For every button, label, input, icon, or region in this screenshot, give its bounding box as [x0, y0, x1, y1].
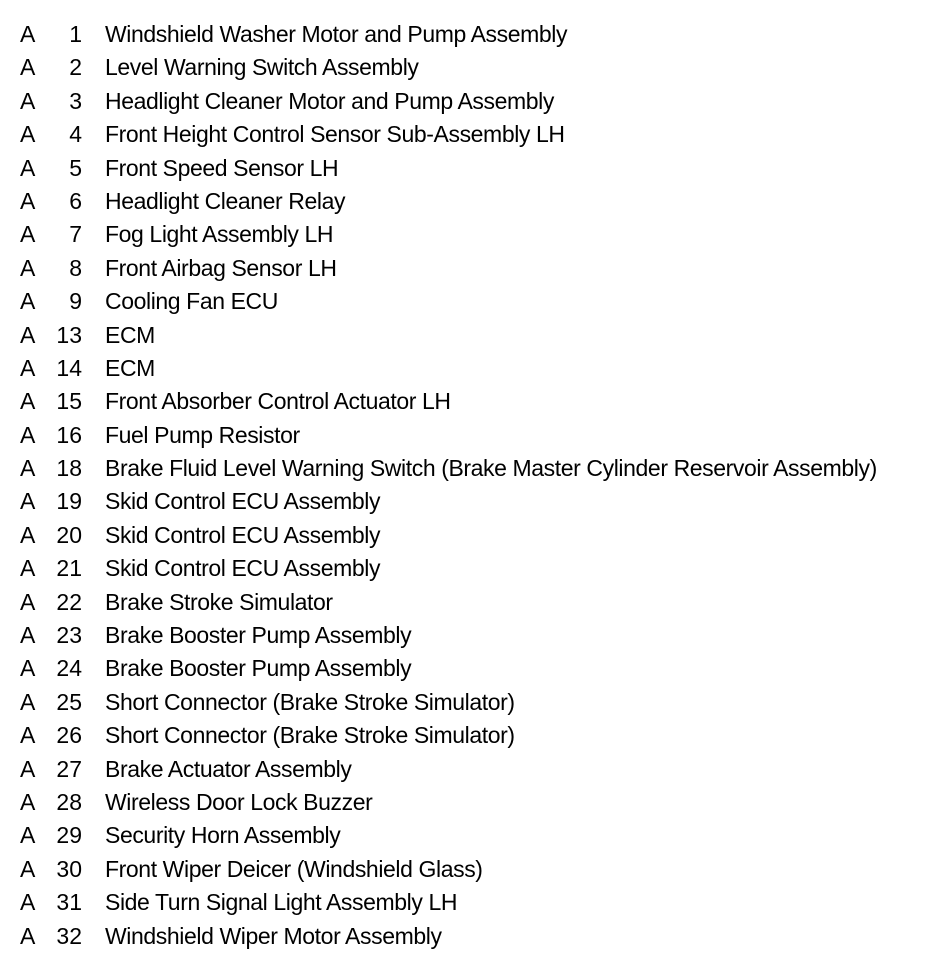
- item-number: 21: [56, 555, 82, 582]
- item-name: Short Connector (Brake Stroke Simulator): [105, 688, 515, 715]
- item-prefix: A: [20, 555, 36, 582]
- item-name: Skid Control ECU Assembly: [105, 555, 381, 582]
- item-number: 30: [56, 855, 82, 882]
- item-name: Side Turn Signal Light Assembly LH: [105, 889, 458, 916]
- item-number: 1: [69, 21, 82, 47]
- item-name: Headlight Cleaner Relay: [105, 187, 346, 214]
- item-prefix: A: [20, 121, 36, 148]
- item-number: 27: [56, 755, 82, 782]
- list-item: [0, 819, 928, 852]
- item-number: 8: [69, 254, 82, 281]
- list-item: [0, 118, 928, 151]
- list-item: [0, 252, 928, 285]
- list-item: [0, 619, 928, 652]
- list-item: [0, 185, 928, 218]
- item-name: ECM: [105, 321, 155, 348]
- item-number: 32: [56, 922, 82, 949]
- list-item: [0, 452, 928, 485]
- item-prefix: A: [20, 488, 36, 515]
- item-name: Windshield Washer Motor and Pump Assembly: [105, 21, 568, 47]
- item-prefix: A: [20, 755, 36, 782]
- item-number: 6: [69, 187, 82, 214]
- list-item: [0, 485, 928, 518]
- item-prefix: A: [20, 688, 36, 715]
- list-item: [0, 385, 928, 418]
- item-number: 14: [56, 354, 82, 381]
- list-item: [0, 853, 928, 886]
- item-name: Front Speed Sensor LH: [105, 154, 339, 181]
- list-item: [0, 552, 928, 585]
- list-item: [0, 352, 928, 385]
- item-prefix: A: [20, 855, 36, 882]
- item-prefix: A: [20, 54, 36, 81]
- item-number: 16: [56, 421, 82, 448]
- list-item: [0, 786, 928, 819]
- list-item: [0, 753, 928, 786]
- item-name: Brake Booster Pump Assembly: [105, 622, 412, 649]
- item-name: Cooling Fan ECU: [105, 288, 278, 315]
- item-name: Windshield Wiper Motor Assembly: [105, 922, 442, 949]
- list-item: [0, 51, 928, 84]
- item-number: 13: [56, 321, 82, 348]
- item-name: Fog Light Assembly LH: [105, 221, 334, 248]
- item-number: 28: [56, 788, 82, 815]
- item-prefix: A: [20, 321, 36, 348]
- connector-list: [0, 18, 928, 953]
- item-number: 29: [56, 822, 82, 849]
- item-number: 2: [69, 54, 82, 81]
- item-name: Front Wiper Deicer (Windshield Glass): [105, 855, 483, 882]
- item-prefix: A: [20, 889, 36, 916]
- list-item: [0, 586, 928, 619]
- list-item: [0, 886, 928, 919]
- item-name: Brake Actuator Assembly: [105, 755, 352, 782]
- list-item: [0, 419, 928, 452]
- item-number: 24: [56, 655, 82, 682]
- item-prefix: A: [20, 922, 36, 949]
- list-item: [0, 319, 928, 352]
- item-prefix: A: [20, 588, 36, 615]
- list-item: [0, 920, 928, 953]
- item-name: Wireless Door Lock Buzzer: [105, 788, 373, 815]
- item-prefix: A: [20, 354, 36, 381]
- item-name: Fuel Pump Resistor: [105, 421, 300, 448]
- item-prefix: A: [20, 788, 36, 815]
- list-item: [0, 686, 928, 719]
- item-name: Short Connector (Brake Stroke Simulator): [105, 722, 515, 749]
- item-prefix: A: [20, 21, 36, 47]
- item-prefix: A: [20, 822, 36, 849]
- list-item: [0, 152, 928, 185]
- item-prefix: A: [20, 187, 36, 214]
- list-item: [0, 218, 928, 251]
- list-item: [0, 719, 928, 752]
- item-name: Brake Booster Pump Assembly: [105, 655, 412, 682]
- item-prefix: A: [20, 388, 36, 415]
- item-prefix: A: [20, 288, 36, 315]
- item-number: 9: [69, 288, 82, 315]
- item-name: Level Warning Switch Assembly: [105, 54, 419, 81]
- list-item: [0, 18, 928, 51]
- item-prefix: A: [20, 87, 36, 114]
- item-prefix: A: [20, 221, 36, 248]
- item-number: 4: [69, 121, 82, 148]
- list-item: [0, 85, 928, 118]
- item-name: Front Absorber Control Actuator LH: [105, 388, 451, 415]
- item-number: 25: [56, 688, 82, 715]
- item-number: 20: [56, 521, 82, 548]
- item-prefix: A: [20, 722, 36, 749]
- list-item: [0, 652, 928, 685]
- item-prefix: A: [20, 455, 36, 482]
- item-prefix: A: [20, 521, 36, 548]
- item-prefix: A: [20, 154, 36, 181]
- item-number: 18: [56, 455, 82, 482]
- item-prefix: A: [20, 622, 36, 649]
- item-name: Security Horn Assembly: [105, 822, 341, 849]
- item-name: Brake Fluid Level Warning Switch (Brake Master Cylinder Reservoir Assembly): [105, 455, 877, 482]
- item-name: Front Height Control Sensor Sub-Assembly LH: [105, 121, 565, 148]
- item-number: 19: [56, 488, 82, 515]
- item-prefix: A: [20, 421, 36, 448]
- item-number: 22: [56, 588, 82, 615]
- item-name: Headlight Cleaner Motor and Pump Assembly: [105, 87, 554, 114]
- item-number: 23: [56, 622, 82, 649]
- item-name: Brake Stroke Simulator: [105, 588, 333, 615]
- item-prefix: A: [20, 254, 36, 281]
- list-item: [0, 519, 928, 552]
- item-name: ECM: [105, 354, 155, 381]
- item-number: 5: [69, 154, 82, 181]
- item-name: Skid Control ECU Assembly: [105, 488, 381, 515]
- item-number: 3: [69, 87, 82, 114]
- item-number: 15: [56, 388, 82, 415]
- item-name: Skid Control ECU Assembly: [105, 521, 381, 548]
- item-number: 31: [56, 889, 82, 916]
- item-name: Front Airbag Sensor LH: [105, 254, 337, 281]
- item-number: 7: [69, 221, 82, 248]
- list-item: [0, 285, 928, 318]
- item-number: 26: [56, 722, 82, 749]
- item-prefix: A: [20, 655, 36, 682]
